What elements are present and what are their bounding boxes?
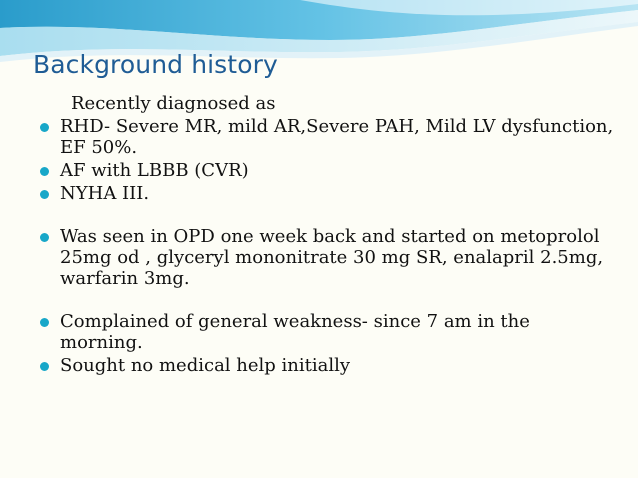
slide-title: Background history xyxy=(33,50,278,79)
bullet-item xyxy=(38,116,618,158)
bullet-dot-icon xyxy=(40,167,49,176)
bullet-text: Complained of general weakness- since 7 am in the morning. xyxy=(60,311,530,353)
bullet-item xyxy=(38,226,618,289)
bullet-dot-icon xyxy=(40,362,49,371)
bullet-item xyxy=(38,355,618,376)
bullet-dot-icon xyxy=(40,233,49,242)
bullet-item xyxy=(38,160,618,181)
slide-body xyxy=(38,93,618,378)
bullet-text: Sought no medical help initially xyxy=(60,355,351,376)
intro-text: Recently diagnosed as xyxy=(71,93,276,114)
bullet-text: AF with LBBB (CVR) xyxy=(60,160,249,181)
bullet-dot-icon xyxy=(40,190,49,199)
bullet-dot-icon xyxy=(40,123,49,132)
bullet-text: Was seen in OPD one week back and started on metoprolol 25mg od , glyceryl mononitrate 30 mg SR, enalapril 2.5mg, warfarin 3mg. xyxy=(60,226,604,289)
bullet-text: NYHA III. xyxy=(60,183,150,204)
bullet-dot-icon xyxy=(40,318,49,327)
bullet-item xyxy=(38,183,618,204)
bullet-text: RHD- Severe MR, mild AR,Severe PAH, Mild LV dysfunction, EF 50%. xyxy=(60,116,614,158)
bullet-item xyxy=(38,311,618,353)
